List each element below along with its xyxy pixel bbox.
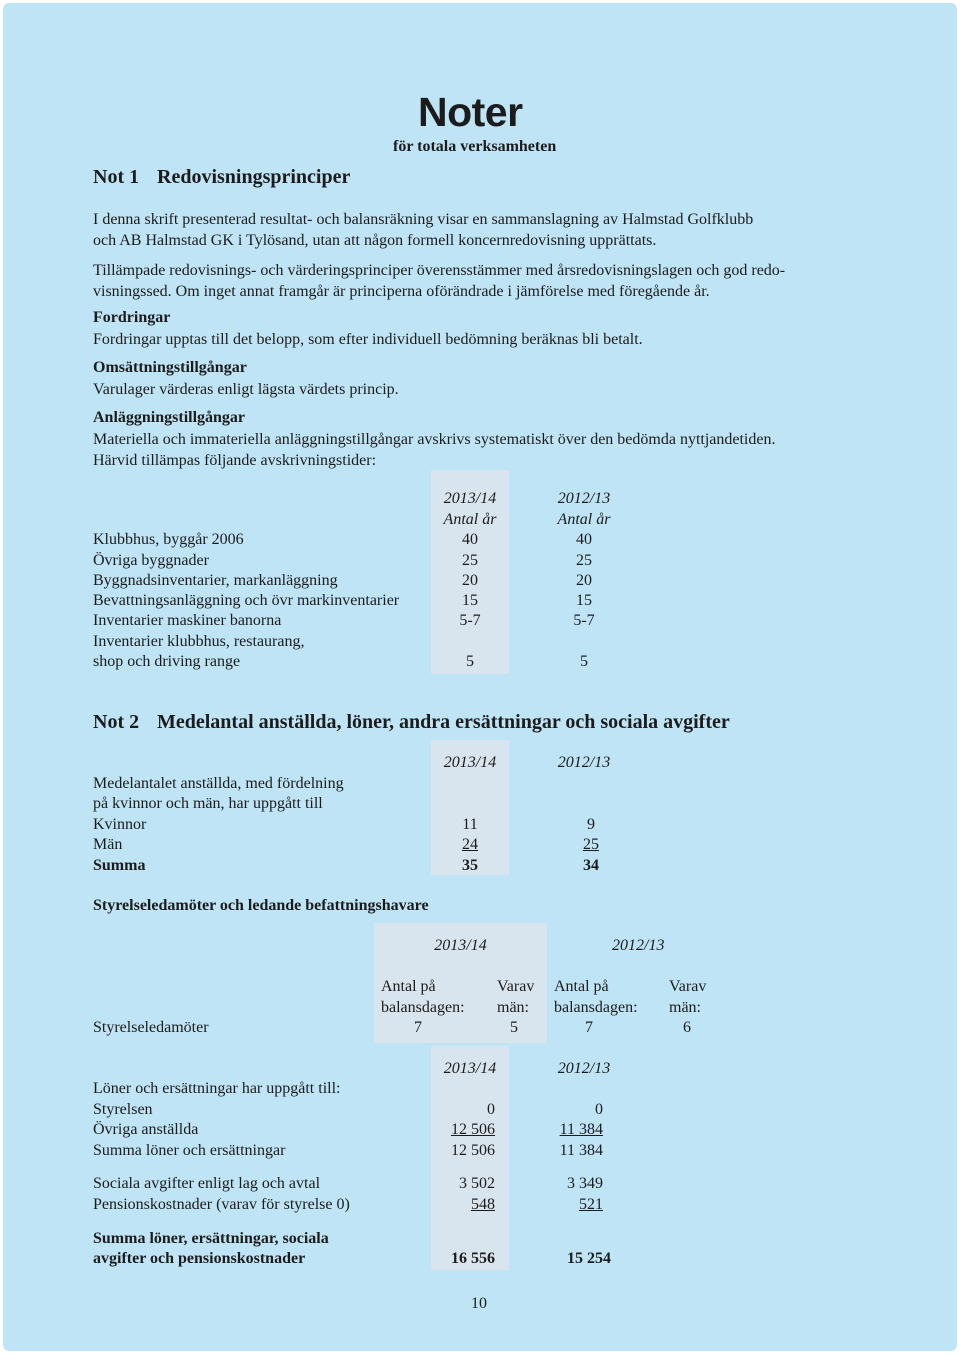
dep-row-v1: 40	[462, 531, 478, 548]
note2-number: Not 2	[93, 711, 140, 733]
board-col1-year: 2013/14	[434, 937, 487, 954]
note1-heading	[93, 166, 350, 189]
dep-row-v1: 20	[462, 572, 478, 589]
board-header-d1: Varav	[669, 978, 707, 995]
emp-row-v2-value: 25	[583, 836, 599, 853]
sal-row-v1: 0	[487, 1101, 495, 1118]
emp-row-v2	[545, 836, 637, 854]
dep-col2-unit: Antal år	[557, 511, 611, 528]
board-value-c: 7	[585, 1019, 593, 1036]
sal-row-v2: 0	[595, 1101, 603, 1118]
note1-number: Not 1	[93, 166, 140, 188]
board-header-d2: män:	[669, 999, 701, 1016]
emp-row-v1: 35	[462, 857, 478, 874]
emp-intro-line2: på kvinnor och män, har uppgått till	[93, 795, 323, 812]
page-number: 10	[471, 1295, 487, 1312]
emp-row-v2: 34	[583, 857, 599, 874]
document-page	[3, 3, 957, 1351]
dep-col1-year: 2013/14	[443, 490, 497, 507]
sal-total-v2: 15 254	[567, 1250, 611, 1267]
note2-heading	[93, 711, 730, 734]
dep-row-label: Klubbhus, byggår 2006	[93, 531, 244, 548]
anlaggning-heading: Anläggningstillgångar	[93, 409, 246, 426]
emp-row-label: Summa	[93, 857, 146, 874]
sal-col1-year: 2013/14	[443, 1060, 497, 1077]
board-value-d: 6	[683, 1019, 691, 1036]
dep-row-v2: 15	[576, 592, 592, 609]
dep-col1-unit: Antal år	[443, 511, 497, 528]
fordringar-text: Fordringar upptas till det belopp, som efter individuell bedömning beräknas bli betalt.	[93, 331, 643, 348]
board-header-b1: Varav	[497, 978, 535, 995]
dep-row-v2: 5-7	[573, 612, 595, 629]
sal-row-label: Summa löner och ersättningar	[93, 1142, 286, 1159]
dep-row-v2: 5	[580, 653, 588, 670]
dep-row-label: Inventarier klubbhus, restaurang,	[93, 633, 305, 650]
sal-row-v2	[531, 1196, 603, 1214]
sal-row-v2: 11 384	[559, 1142, 603, 1159]
sal-total-label-line1: Summa löner, ersättningar, sociala	[93, 1230, 329, 1247]
board-value-a: 7	[414, 1019, 422, 1036]
dep-row-label: Bevattningsanläggning och övr markinventarier	[93, 592, 400, 609]
board-header-a1: Antal på	[381, 978, 436, 995]
sal-row-label: Sociala avgifter enligt lag och avtal	[93, 1175, 321, 1192]
dep-row-v2: 25	[576, 552, 592, 569]
fordringar-heading: Fordringar	[93, 309, 171, 326]
sal-row-v1-value: 548	[471, 1196, 495, 1213]
sal-intro: Löner och ersättningar har uppgått till:	[93, 1080, 341, 1097]
sal-row-v2: 3 349	[567, 1175, 603, 1192]
dep-row-label: Byggnadsinventarier, markanläggning	[93, 572, 338, 589]
emp-row-v2: 9	[587, 816, 595, 833]
note1-para1-line2: och AB Halmstad GK i Tylösand, utan att någon formell koncernredovisning upprättats.	[93, 232, 657, 249]
dep-row-label: Övriga byggnader	[93, 552, 209, 569]
emp-col1-year: 2013/14	[443, 754, 497, 771]
dep-row-v1: 5	[466, 653, 474, 670]
board-row-label: Styrelseledamöter	[93, 1019, 209, 1036]
sal-total-v1: 16 556	[451, 1250, 495, 1267]
board-value-b: 5	[510, 1019, 518, 1036]
dep-col2-year: 2012/13	[557, 490, 611, 507]
sal-total-label-line2: avgifter och pensionskostnader	[93, 1250, 306, 1267]
sal-row-v2-value: 521	[579, 1196, 603, 1213]
dep-row-v1: 25	[462, 552, 478, 569]
board-col2-year: 2012/13	[612, 937, 665, 954]
sal-row-v1-value: 12 506	[451, 1121, 495, 1138]
sal-row-label: Pensionskostnader (varav för styrelse 0)	[93, 1196, 350, 1213]
note2-title: Medelantal anställda, löner, andra ersättningar och sociala avgifter	[157, 711, 730, 733]
omsattning-heading: Omsättningstillgångar	[93, 359, 247, 376]
omsattning-text: Varulager värderas enligt lägsta värdets princip.	[93, 381, 399, 398]
dep-row-v1: 15	[462, 592, 478, 609]
sal-row-label: Övriga anställda	[93, 1121, 199, 1138]
emp-row-label: Män	[93, 836, 123, 853]
sal-row-v1: 3 502	[459, 1175, 495, 1192]
sal-row-v1: 12 506	[451, 1142, 495, 1159]
dep-row-v2: 40	[576, 531, 592, 548]
sal-row-v2-value: 11 384	[559, 1121, 603, 1138]
dep-row-label: shop och driving range	[93, 653, 241, 670]
board-header-c1: Antal på	[554, 978, 609, 995]
emp-col2-year: 2012/13	[557, 754, 611, 771]
sal-row-label: Styrelsen	[93, 1101, 153, 1118]
note1-para2-line1: Tillämpade redovisnings- och värderingsprinciper överensstämmer med årsredovisningslagen och god redo-	[93, 262, 786, 279]
emp-row-v1	[431, 836, 509, 854]
note1-para2-line2: visningssed. Om inget annat framgår är principerna oförändrade i jämförelse med föregående år.	[93, 283, 710, 300]
emp-row-v1-value: 24	[462, 836, 478, 853]
dep-row-v1: 5-7	[459, 612, 481, 629]
sal-row-v1	[423, 1196, 495, 1214]
emp-row-label: Kvinnor	[93, 816, 147, 833]
dep-row-label: Inventarier maskiner banorna	[93, 612, 282, 629]
emp-intro-line1: Medelantalet anställda, med fördelning	[93, 775, 344, 792]
sal-row-v1	[423, 1121, 495, 1139]
note1-para1-line1: I denna skrift presenterad resultat- och balansräkning visar en sammanslagning av Halmstad Golfklubb	[93, 211, 754, 228]
board-header-c2: balansdagen:	[554, 999, 638, 1016]
board-header-b2: män:	[497, 999, 529, 1016]
board-heading: Styrelseledamöter och ledande befattningshavare	[93, 897, 429, 914]
emp-row-v1: 11	[462, 816, 478, 833]
anlaggning-text-line1: Materiella och immateriella anläggningstillgångar avskrivs systematiskt över den bedömda nyttjandetiden.	[93, 431, 776, 448]
page-subtitle: för totala verksamheten	[393, 138, 557, 155]
sal-row-v2	[531, 1121, 603, 1139]
sal-col2-year: 2012/13	[557, 1060, 611, 1077]
note1-title: Redovisningsprinciper	[157, 166, 351, 188]
board-header-a2: balansdagen:	[381, 999, 465, 1016]
dep-row-v2: 20	[576, 572, 592, 589]
anlaggning-text-line2: Härvid tillämpas följande avskrivningstider:	[93, 452, 377, 469]
page-title: Noter	[418, 89, 523, 135]
